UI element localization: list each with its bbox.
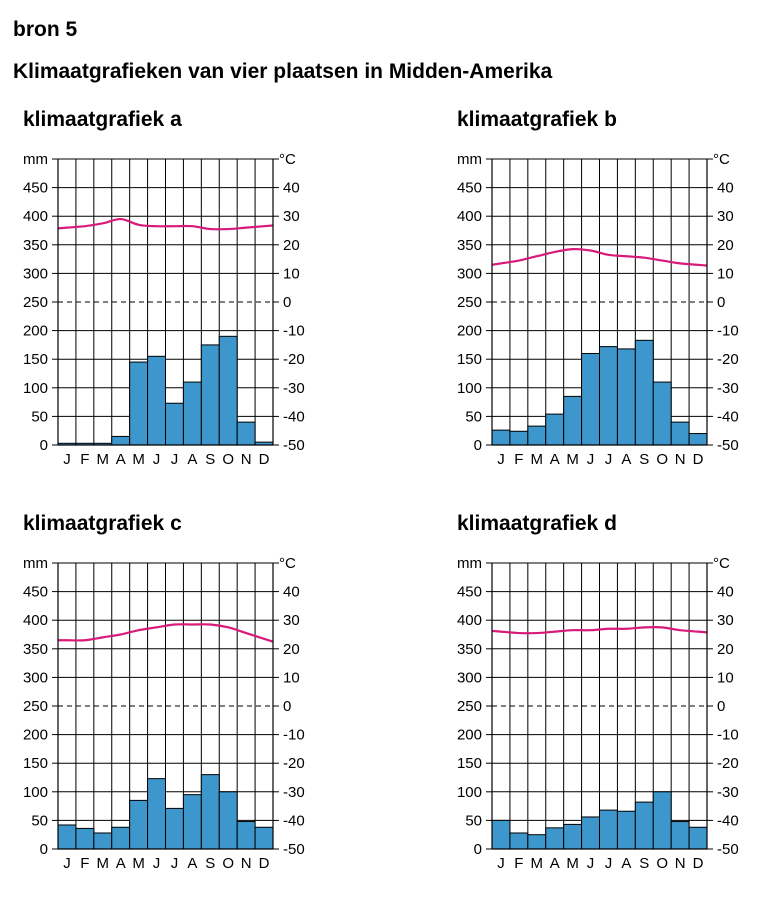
month-label: D [692, 855, 704, 872]
month-label: O [222, 855, 235, 872]
right-tick-label: -20 [283, 351, 305, 369]
right-tick-label: -10 [283, 726, 305, 744]
month-label: M [132, 451, 145, 468]
month-label: J [497, 451, 505, 468]
month-label: A [549, 855, 560, 872]
left-tick-label: 0 [473, 841, 482, 858]
month-label: A [621, 451, 632, 468]
month-label: J [63, 451, 71, 468]
precipitation-bar [528, 835, 546, 849]
left-tick-label: 350 [456, 640, 482, 658]
month-label: J [152, 855, 161, 872]
month-label: A [115, 855, 126, 872]
precipitation-bar [148, 356, 166, 445]
month-label: A [187, 451, 198, 468]
month-label: F [514, 855, 524, 872]
month-label: J [586, 855, 595, 872]
right-tick-label: 40 [283, 583, 300, 601]
right-tick-label: 20 [283, 236, 300, 254]
right-tick-label: 40 [717, 583, 734, 601]
month-label: O [656, 855, 669, 872]
left-tick-label: 400 [22, 612, 48, 630]
right-tick-label: -40 [283, 408, 305, 426]
month-label: N [674, 451, 686, 468]
precipitation-bar [617, 349, 635, 445]
precipitation-bar [582, 353, 600, 445]
month-label: F [514, 451, 524, 468]
left-tick-label: 250 [456, 294, 482, 311]
precipitation-bar [653, 792, 671, 849]
right-tick-label: 0 [717, 698, 726, 715]
right-tick-label: -50 [717, 841, 739, 858]
left-tick-label: 400 [456, 612, 482, 630]
precipitation-bar [183, 382, 201, 445]
right-axis-unit: °C [279, 555, 296, 572]
right-tick-label: -30 [717, 783, 739, 801]
left-tick-label: 200 [22, 726, 48, 744]
month-label: A [549, 451, 560, 468]
month-label: J [152, 451, 161, 468]
precipitation-bar [635, 340, 653, 445]
left-tick-label: 100 [456, 783, 482, 801]
precipitation-bar [653, 382, 671, 445]
month-label: N [240, 855, 252, 872]
chart-title: klimaatgrafiek a [23, 108, 182, 131]
precipitation-bar [166, 403, 184, 445]
left-tick-label: 450 [22, 583, 48, 601]
left-tick-label: 250 [22, 698, 48, 715]
right-axis-unit: °C [713, 151, 730, 168]
month-label: N [674, 855, 686, 872]
month-label: M [132, 855, 145, 872]
month-label: J [170, 451, 179, 468]
climate-chart-c [13, 512, 343, 872]
month-label: D [258, 451, 270, 468]
precipitation-bar [546, 828, 564, 849]
month-label: O [656, 451, 669, 468]
precipitation-bar [546, 414, 564, 445]
month-label: M [566, 855, 579, 872]
precipitation-bar [689, 827, 707, 849]
right-tick-label: 40 [283, 179, 300, 197]
month-label: D [692, 451, 704, 468]
left-tick-label: 350 [22, 640, 48, 658]
right-tick-label: 0 [283, 698, 292, 715]
precipitation-bar [130, 800, 148, 849]
left-tick-label: 300 [22, 669, 48, 687]
month-label: M [566, 451, 579, 468]
left-tick-label: 0 [39, 437, 48, 454]
right-tick-label: -10 [717, 322, 739, 340]
month-label: J [170, 855, 179, 872]
left-tick-label: 450 [456, 583, 482, 601]
month-label: M [530, 855, 544, 872]
precipitation-bar [148, 779, 166, 849]
left-tick-label: 450 [456, 179, 482, 197]
precipitation-bar [183, 795, 201, 849]
right-tick-label: -30 [717, 379, 739, 397]
chart-plot [13, 552, 343, 872]
left-tick-label: 100 [22, 783, 48, 801]
month-label: M [96, 855, 110, 872]
month-label: A [115, 451, 126, 468]
precipitation-bar [58, 825, 76, 849]
left-axis-unit: mm [457, 555, 482, 572]
right-tick-label: 0 [717, 294, 726, 311]
right-tick-label: 10 [283, 265, 300, 283]
climate-chart-d [447, 512, 777, 872]
right-tick-label: -10 [717, 726, 739, 744]
right-tick-label: -50 [717, 437, 739, 454]
month-label: J [497, 855, 505, 872]
precipitation-bar [635, 802, 653, 849]
precipitation-bar [582, 817, 600, 849]
precipitation-bar [689, 434, 707, 445]
left-tick-label: 150 [22, 351, 48, 369]
left-tick-label: 150 [22, 755, 48, 773]
precipitation-bar [564, 824, 582, 849]
month-label: J [586, 451, 595, 468]
right-tick-label: -50 [283, 437, 305, 454]
left-tick-label: 350 [22, 236, 48, 254]
month-label: S [639, 451, 650, 468]
left-tick-label: 150 [456, 351, 482, 369]
right-tick-label: 0 [283, 294, 292, 311]
right-tick-label: 30 [283, 612, 300, 630]
precipitation-bar [219, 336, 237, 445]
precipitation-bar [600, 347, 618, 445]
month-label: M [96, 451, 110, 468]
left-tick-label: 200 [456, 726, 482, 744]
chart-title: klimaatgrafiek d [457, 512, 617, 535]
month-label: O [222, 451, 235, 468]
source-label: bron 5 [13, 18, 78, 41]
precipitation-bar [492, 430, 510, 445]
left-tick-label: 300 [22, 265, 48, 283]
precipitation-bar [94, 833, 112, 849]
right-tick-label: -20 [717, 755, 739, 773]
month-label: N [240, 451, 252, 468]
right-tick-label: 30 [283, 208, 300, 226]
month-label: D [258, 855, 270, 872]
right-tick-label: 20 [283, 640, 300, 658]
chart-plot [13, 148, 343, 468]
left-axis-unit: mm [23, 555, 48, 572]
chart-plot [447, 148, 777, 468]
left-tick-label: 300 [456, 265, 482, 283]
precipitation-bar [201, 345, 219, 445]
month-label: S [639, 855, 650, 872]
right-tick-label: -40 [283, 812, 305, 830]
precipitation-bar [201, 775, 219, 849]
month-label: A [621, 855, 632, 872]
left-tick-label: 0 [473, 437, 482, 454]
right-tick-label: -20 [283, 755, 305, 773]
precipitation-bar [255, 827, 273, 849]
month-label: S [205, 451, 216, 468]
right-axis-unit: °C [279, 151, 296, 168]
left-axis-unit: mm [457, 151, 482, 168]
precipitation-bar [166, 808, 184, 849]
left-tick-label: 200 [22, 322, 48, 340]
right-tick-label: -30 [283, 783, 305, 801]
right-tick-label: -40 [717, 812, 739, 830]
precipitation-bar [528, 426, 546, 445]
left-tick-label: 50 [31, 408, 48, 426]
precipitation-bar [671, 422, 689, 445]
month-label: J [604, 451, 613, 468]
left-tick-label: 50 [465, 408, 482, 426]
precipitation-bar [492, 820, 510, 849]
precipitation-bar [237, 822, 255, 849]
month-label: J [604, 855, 613, 872]
left-tick-label: 100 [456, 379, 482, 397]
precipitation-bar [112, 827, 130, 849]
page-title: Klimaatgrafieken van vier plaatsen in Midden-Amerika [13, 60, 553, 83]
chart-title: klimaatgrafiek b [457, 108, 617, 131]
left-tick-label: 50 [31, 812, 48, 830]
left-tick-label: 300 [456, 669, 482, 687]
right-tick-label: 10 [717, 265, 734, 283]
left-tick-label: 450 [22, 179, 48, 197]
left-axis-unit: mm [23, 151, 48, 168]
climate-chart-b [447, 108, 777, 468]
left-tick-label: 50 [465, 812, 482, 830]
chart-title: klimaatgrafiek c [23, 512, 182, 535]
right-tick-label: 30 [717, 612, 734, 630]
precipitation-bar [510, 431, 528, 445]
right-tick-label: -20 [717, 351, 739, 369]
month-label: J [63, 855, 71, 872]
left-tick-label: 150 [456, 755, 482, 773]
month-label: M [530, 451, 544, 468]
month-label: F [80, 451, 90, 468]
right-tick-label: 20 [717, 236, 734, 254]
left-tick-label: 350 [456, 236, 482, 254]
precipitation-bar [219, 792, 237, 849]
left-tick-label: 400 [22, 208, 48, 226]
left-tick-label: 100 [22, 379, 48, 397]
month-label: F [80, 855, 90, 872]
left-tick-label: 0 [39, 841, 48, 858]
right-tick-label: 20 [717, 640, 734, 658]
precipitation-bar [76, 828, 94, 849]
left-tick-label: 400 [456, 208, 482, 226]
chart-plot [447, 552, 777, 872]
right-tick-label: 10 [283, 669, 300, 687]
left-tick-label: 250 [456, 698, 482, 715]
right-tick-label: -10 [283, 322, 305, 340]
month-label: A [187, 855, 198, 872]
precipitation-bar [237, 422, 255, 445]
right-tick-label: -40 [717, 408, 739, 426]
right-tick-label: 30 [717, 208, 734, 226]
precipitation-bar [600, 810, 618, 849]
precipitation-bar [564, 396, 582, 445]
month-label: S [205, 855, 216, 872]
climate-chart-a [13, 108, 343, 468]
right-tick-label: -30 [283, 379, 305, 397]
right-tick-label: 10 [717, 669, 734, 687]
right-tick-label: 40 [717, 179, 734, 197]
precipitation-bar [671, 822, 689, 849]
right-axis-unit: °C [713, 555, 730, 572]
precipitation-bar [130, 362, 148, 445]
precipitation-bar [112, 436, 130, 445]
right-tick-label: -50 [283, 841, 305, 858]
left-tick-label: 200 [456, 322, 482, 340]
precipitation-bar [617, 811, 635, 849]
left-tick-label: 250 [22, 294, 48, 311]
precipitation-bar [510, 833, 528, 849]
